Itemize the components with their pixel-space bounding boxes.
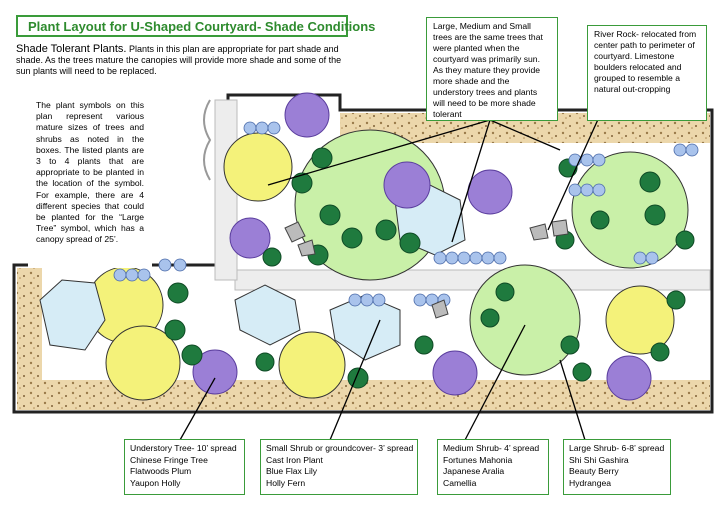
legend-plant: Chinese Fringe Tree xyxy=(130,454,208,465)
legend-plant: Blue Flax Lily xyxy=(266,466,318,476)
legend-plant: Japanese Aralia xyxy=(443,466,505,476)
gravel-band-left xyxy=(17,268,42,383)
river-rock-callout xyxy=(587,25,707,121)
legend-plant: Yaupon Holly xyxy=(130,477,181,488)
curved-wall xyxy=(204,100,210,180)
legend-plant: Holly Fern xyxy=(266,477,306,488)
legend-title: Medium Shrub- 4’ spread xyxy=(443,443,540,453)
legend-title: Understory Tree- 10’ spread xyxy=(130,443,237,453)
legend-small-shrub xyxy=(260,439,418,495)
legend-plant: Fortunes Mahonia xyxy=(443,454,513,465)
legend-plant: Shi Shi Gashira xyxy=(569,454,629,465)
symbol-note-text: The plant symbols on this plan represent various mature sizes of trees and shrubs as noted in the boxes. The listed plants are 3 to 4 plants that are appropriate to be planted in the location of the symbol. For example, there are 4 different species that could be planted for the “Large Tree” symbol, which has a canopy spread of 25’. xyxy=(36,100,144,245)
legend-plant: Cast Iron Plant xyxy=(266,454,323,465)
legend-title: Large Shrub- 6-8’ spread xyxy=(569,443,665,453)
legend-medium-shrub xyxy=(437,439,549,495)
intro-body: Plants in this plan are appropriate for part shade and shade. As the trees mature the canopies will provide more shade and some of the sun plants will need to be replaced. xyxy=(16,44,342,76)
trees-callout-text: Large, Medium and Small trees are the same trees that were planted when the courtyard was primarily sun. As they mature they provide more shade and the understory trees and plants will need to be more shade tolerant xyxy=(433,21,543,119)
intro-heading: Shade Tolerant Plants. xyxy=(16,43,127,55)
legend-title: Small Shrub or groundcover- 3’ spread xyxy=(266,443,414,453)
river-rock-callout-text: River Rock- relocated from center path to perimeter of courtyard. Limestone boulders relocated and grouped to resemble a natural out-cropping xyxy=(594,29,697,94)
legend-plant: Hydrangea xyxy=(569,477,612,488)
legend-understory-tree xyxy=(124,439,245,495)
page-title: Plant Layout for U-Shaped Courtyard- Shade Conditions xyxy=(28,19,376,34)
legend-plant: Camellia xyxy=(443,477,477,488)
symbol-note xyxy=(28,96,152,268)
legend-plant: Beauty Berry xyxy=(569,466,619,476)
trees-callout xyxy=(426,17,558,121)
legend-plant: Flatwoods Plum xyxy=(130,466,192,476)
legend-large-shrub xyxy=(563,439,671,495)
